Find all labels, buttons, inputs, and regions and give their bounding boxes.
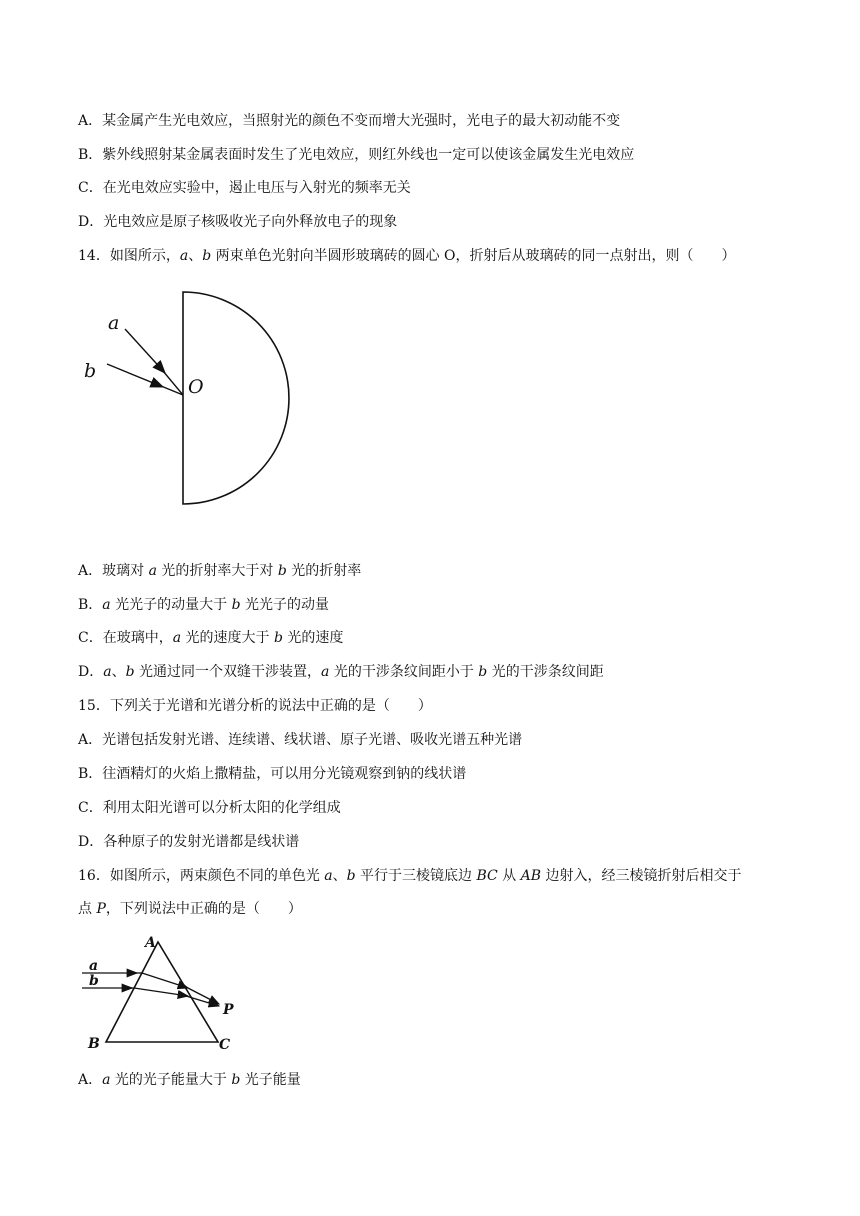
q15-option-c: C．利用太阳光谱可以分析太阳的化学组成 — [78, 800, 341, 816]
q14-option-a: A．玻璃对 a 光的折射率大于对 b 光的折射率 — [78, 563, 362, 579]
q14-stem: 14．如图所示，a、b 两束单色光射向半圆形玻璃砖的圆心 O，折射后从玻璃砖的同一点射出，则（ ） — [78, 248, 736, 264]
label-a: a — [108, 312, 120, 334]
label-b: b — [84, 360, 97, 382]
q14-semicircle-figure — [78, 285, 298, 513]
q15-option-d: D．各种原子的发射光谱都是线状谱 — [78, 834, 300, 850]
q16-option-a: A．a 光的光子能量大于 b 光子能量 — [78, 1072, 301, 1088]
q14-option-d: D．a、b 光通过同一个双缝干涉装置，a 光的干涉条纹间距小于 b 光的干涉条纹间距 — [78, 664, 604, 680]
q13-option-d: D．光电效应是原子核吸收光子向外释放电子的现象 — [78, 214, 398, 230]
q15-option-b: B．往酒精灯的火焰上撒精盐，可以用分光镜观察到钠的线状谱 — [78, 766, 467, 782]
label-P: P — [223, 1002, 234, 1018]
q16-stem-line2: 点 P，下列说法中正确的是（ ） — [78, 901, 302, 917]
label-b: b — [89, 973, 99, 989]
label-B: B — [88, 1036, 100, 1052]
label-C: C — [219, 1037, 231, 1053]
q15-option-a: A．光谱包括发射光谱、连续谱、线状谱、原子光谱、吸收光谱五种光谱 — [78, 732, 523, 748]
label-A: A — [145, 935, 156, 951]
q14-option-b: B．a 光光子的动量大于 b 光光子的动量 — [78, 597, 329, 613]
q14-option-c: C．在玻璃中，a 光的速度大于 b 光的速度 — [78, 630, 344, 646]
ray-b-glass — [134, 988, 188, 996]
q13-option-c: C．在光电效应实验中，遏止电压与入射光的频率无关 — [78, 180, 411, 196]
label-a: a — [89, 958, 99, 974]
q13-option-a: A．某金属产生光电效应，当照射光的颜色不变而增大光强时，光电子的最大初动能不变 — [78, 113, 621, 129]
q16-prism-figure — [82, 932, 252, 1056]
ray-b-1 — [107, 364, 163, 387]
glass-semicircle — [183, 292, 289, 504]
ray-a-1 — [125, 329, 165, 373]
q13-option-b: B．紫外线照射某金属表面时发生了光电效应，则红外线也一定可以使该金属发生光电效应 — [78, 147, 635, 163]
q15-stem: 15．下列关于光谱和光谱分析的说法中正确的是（ ） — [78, 698, 432, 714]
label-o: O — [188, 376, 204, 398]
q16-stem-line1: 16．如图所示，两束颜色不同的单色光 a、b 平行于三棱镜底边 BC 从 AB 边射入，经三棱镜折射后相交于 — [78, 868, 742, 884]
